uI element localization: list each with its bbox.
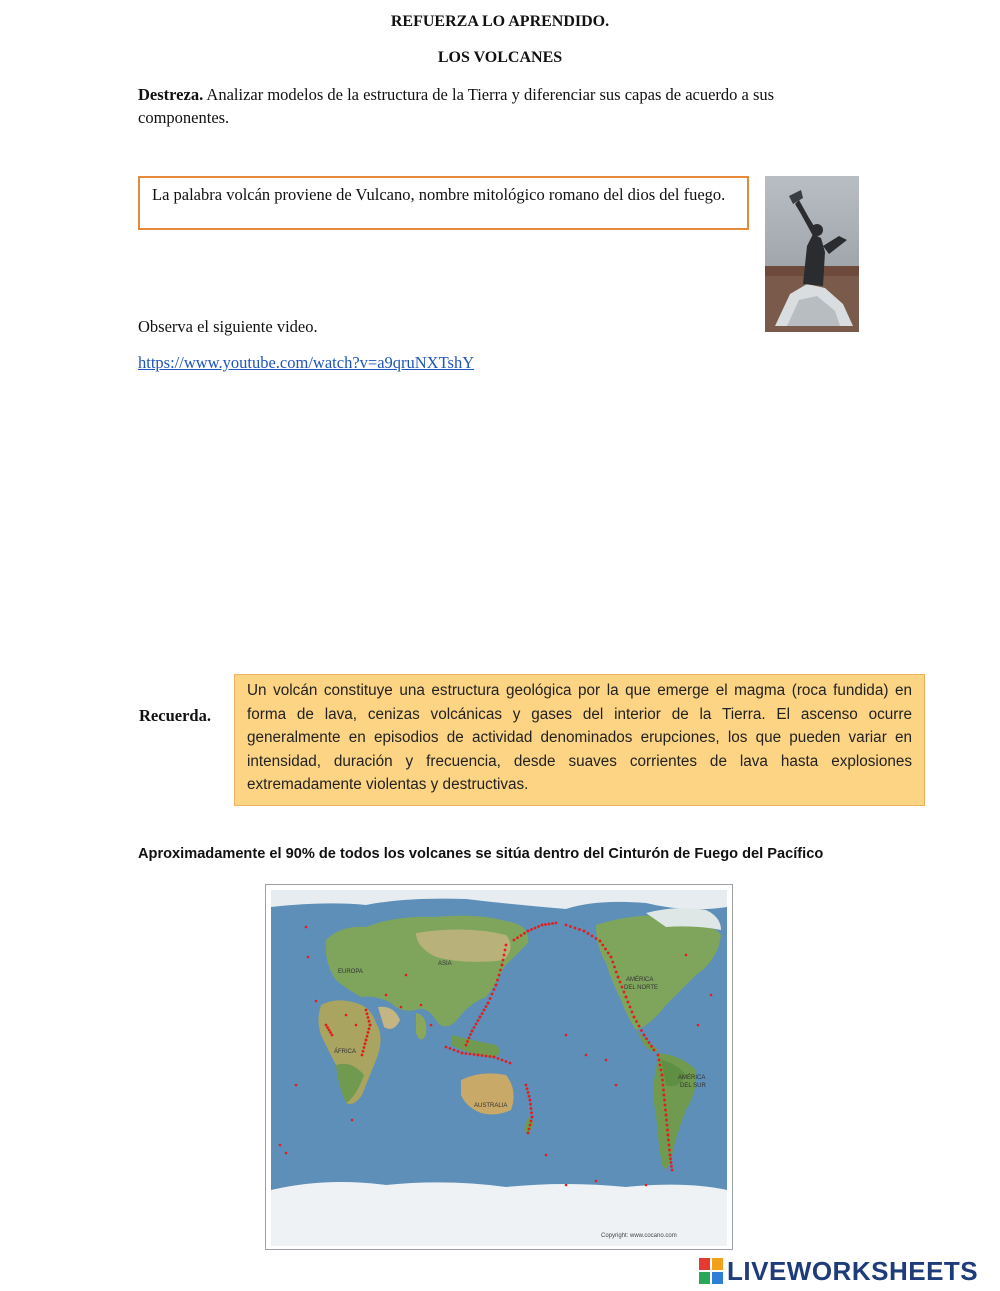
volcano-dot — [661, 1079, 664, 1082]
liveworksheets-logo-icon — [699, 1258, 723, 1284]
volcano-dot — [565, 924, 568, 927]
volcano-dot — [650, 1045, 653, 1048]
volcano-dot — [461, 1052, 464, 1055]
volcano-dot — [369, 1024, 372, 1027]
volcano-dot — [578, 928, 581, 931]
map-label-south-america-2: DEL SUR — [680, 1083, 706, 1089]
volcano-dot — [659, 1064, 662, 1067]
liveworksheets-logo — [699, 1256, 978, 1286]
volcano-dot — [668, 1144, 671, 1147]
volcano-dot — [479, 1016, 482, 1019]
destreza-label: Destreza. — [138, 85, 204, 104]
volcano-dot — [465, 1044, 468, 1047]
volcano-dot — [285, 1152, 288, 1155]
volcano-dot — [457, 1050, 460, 1053]
volcano-dot — [366, 1035, 369, 1038]
volcano-dot — [363, 1046, 366, 1049]
volcano-dot — [601, 944, 604, 947]
volcano-dot — [328, 1029, 331, 1032]
volcano-dot — [505, 944, 508, 947]
recuerda-text: Un volcán constituye una estructura geológica por la que emerge el magma (roca fundida) en forma de lava, cenizas volcánicas y gases del interior de la Tierra. El ascenso ocurre generalmente en episodios de actividad denominados erupciones, los que pueden variar en intensidad, duración y frecuencia, desde suaves corrientes de lava hasta explosiones extremadamente violentas y destructivas. — [247, 682, 912, 793]
volcano-dot — [555, 922, 558, 925]
volcano-dot — [667, 1139, 670, 1142]
volcano-dot — [613, 966, 616, 969]
volcano-dot — [491, 993, 494, 996]
volcano-dot — [366, 1012, 369, 1015]
volcano-dot — [365, 1039, 368, 1042]
volcano-dot — [355, 1024, 358, 1027]
volcano-dot — [666, 1129, 669, 1132]
volcano-dot — [485, 1055, 488, 1058]
recuerda-label: Recuerda. — [139, 706, 211, 725]
volcano-dot — [331, 1034, 334, 1037]
volcano-dot — [453, 1049, 456, 1052]
vulcano-info-text: La palabra volcán proviene de Vulcano, nombre mitológico romano del dios del fuego. — [152, 185, 726, 204]
volcano-dot — [487, 1002, 490, 1005]
volcano-dot — [623, 991, 626, 994]
volcano-dot — [305, 926, 308, 929]
volcano-dot — [595, 1180, 598, 1183]
volcano-dot — [615, 971, 618, 974]
volcano-dot — [670, 1165, 673, 1168]
volcano-dot — [368, 1020, 371, 1023]
worksheet-title: REFUERZA LO APRENDIDO. — [390, 13, 610, 30]
volcano-dot — [685, 954, 688, 957]
volcano-dot — [499, 969, 502, 972]
volcano-dot — [509, 1062, 512, 1065]
destreza-text: Analizar modelos de la estructura de la Tierra y diferenciar sus capas de acuerdo a sus — [206, 85, 775, 104]
destreza-text-cont: componentes. — [138, 108, 230, 127]
volcano-dot — [645, 1037, 648, 1040]
volcano-dot — [529, 1124, 532, 1127]
volcano-dot — [665, 1119, 668, 1122]
map-label-europa: EUROPA — [338, 969, 363, 975]
volcano-dot — [364, 1042, 367, 1045]
volcano-dot — [503, 954, 506, 957]
volcano-dot — [513, 939, 516, 942]
volcano-dot — [621, 986, 624, 989]
volcano-dot — [530, 1111, 533, 1114]
volcano-dot — [430, 1024, 433, 1027]
volcano-dot — [611, 961, 614, 964]
volcano-dot — [541, 924, 544, 927]
volcano-dot — [449, 1047, 452, 1050]
volcano-dot — [405, 974, 408, 977]
volcano-dot — [648, 1041, 651, 1044]
volcano-dot — [468, 1037, 471, 1040]
volcano-dot — [365, 1009, 368, 1012]
volcano-dot — [625, 996, 628, 999]
volcano-dot — [527, 1091, 530, 1094]
map-heading: Aproximadamente el 90% de todos los volcanes se sitúa dentro del Cinturón de Fuego del Pacífico — [138, 846, 824, 862]
map-label-north-america: AMÉRICA — [626, 977, 654, 983]
volcano-dot — [529, 1103, 532, 1106]
volcano-dot — [485, 1005, 488, 1008]
volcano-dot — [669, 1157, 672, 1160]
volcano-dot — [585, 1054, 588, 1057]
map-label-asia: ASIA — [438, 961, 452, 967]
volcano-dot — [529, 1099, 532, 1102]
volcano-dot — [530, 928, 533, 931]
volcano-dot — [493, 1056, 496, 1059]
volcano-dot — [583, 930, 586, 933]
volcano-dot — [526, 1087, 529, 1090]
volcano-dot — [345, 1014, 348, 1017]
volcano-dot — [489, 997, 492, 1000]
worksheet-subtitle: LOS VOLCANES — [437, 49, 563, 66]
volcano-dot — [307, 956, 310, 959]
volcano-dot — [666, 1124, 669, 1127]
volcano-dot — [525, 1084, 528, 1087]
volcano-dot — [569, 925, 572, 928]
volcano-dot — [663, 1094, 666, 1097]
volcano-dot — [615, 1084, 618, 1087]
volcano-dot — [665, 1114, 668, 1117]
volcano-dot — [361, 1054, 364, 1057]
map-label-africa: ÁFRICA — [334, 1049, 357, 1055]
volcano-dot — [531, 1116, 534, 1119]
volcano-dot — [497, 1057, 500, 1060]
volcano-dot — [661, 1074, 664, 1077]
volcano-dot — [325, 1024, 328, 1027]
volcano-dot — [400, 1006, 403, 1009]
volcano-dot — [523, 932, 526, 935]
volcano-dot — [640, 1029, 643, 1032]
volcano-dot — [368, 1027, 371, 1030]
volcano-dot — [574, 927, 577, 930]
volcano-dot — [653, 1049, 656, 1052]
volcano-dot — [565, 1184, 568, 1187]
volcano-dot — [635, 1020, 638, 1023]
volcano-dot — [610, 956, 613, 959]
volcano-dot — [520, 934, 523, 937]
volcano-dot — [607, 952, 610, 955]
volcano-dot — [495, 984, 498, 987]
map-label-australia: AUSTRALIA — [474, 1103, 508, 1109]
liveworksheets-logo-text: LIVEWORKSHEETS — [727, 1255, 979, 1286]
volcano-dot — [473, 1053, 476, 1056]
volcano-dot — [489, 1055, 492, 1058]
volcano-dot — [604, 948, 607, 951]
volcano-dot — [643, 1034, 646, 1037]
volcano-dot — [645, 1184, 648, 1187]
volcano-dot — [697, 1024, 700, 1027]
volcano-dot — [662, 1084, 665, 1087]
volcano-dot — [362, 1050, 365, 1053]
volcano-dot — [587, 932, 590, 935]
volcano-dot — [599, 940, 602, 943]
volcano-dot — [627, 1001, 630, 1004]
volcano-dot — [545, 1154, 548, 1157]
volcano-dot — [516, 936, 519, 939]
volcano-dot — [502, 959, 505, 962]
volcano-dot — [528, 1128, 531, 1131]
volcano-dot — [664, 1109, 667, 1112]
volcano-dot — [631, 1011, 634, 1014]
volcano-dot — [469, 1053, 472, 1056]
map-copyright: Copyright: www.cocano.com — [601, 1233, 677, 1239]
destreza-paragraph — [138, 83, 858, 129]
volcano-dot — [504, 949, 507, 952]
vulcano-info-box — [138, 176, 749, 230]
volcano-dot — [498, 974, 501, 977]
volcano-dot — [505, 1060, 508, 1063]
volcano-dot — [279, 1144, 282, 1147]
volcano-dot — [481, 1012, 484, 1015]
volcano-dot — [527, 930, 530, 933]
volcano-dot — [528, 1095, 531, 1098]
volcano-dot — [420, 1004, 423, 1007]
volcano-dot — [663, 1099, 666, 1102]
volcano-dot — [477, 1054, 480, 1057]
volcano-dot — [471, 1030, 474, 1033]
volcano-dot — [351, 1119, 354, 1122]
volcano-dot — [669, 1154, 672, 1157]
volcano-dot — [629, 1006, 632, 1009]
volcano-dot — [664, 1104, 667, 1107]
volcano-dot — [662, 1089, 665, 1092]
volcano-dot — [617, 976, 620, 979]
volcano-dot — [329, 1031, 332, 1034]
vulcano-statue-photo — [765, 176, 859, 332]
volcano-dot — [496, 979, 499, 982]
volcano-dot — [619, 981, 622, 984]
volcano-dot — [605, 1059, 608, 1062]
map-label-south-america: AMÉRICA — [678, 1075, 706, 1081]
volcano-dot — [710, 994, 713, 997]
volcano-dot — [548, 923, 551, 926]
recuerda-highlight-box — [234, 674, 925, 806]
volcano-dot — [385, 994, 388, 997]
volcano-dot — [670, 1161, 673, 1164]
map-svg — [266, 885, 732, 1249]
volcano-dot — [565, 1034, 568, 1037]
volcano-dot — [530, 1120, 533, 1123]
volcano-dot — [537, 925, 540, 928]
volcano-dot — [660, 1069, 663, 1072]
volcano-dot — [466, 1040, 469, 1043]
volcano-dot — [483, 1009, 486, 1012]
volcano-dot — [544, 923, 547, 926]
volcano-dot — [591, 935, 594, 938]
volcano-dot — [657, 1054, 660, 1057]
volcano-dot — [667, 1134, 670, 1137]
volcano-dot — [367, 1016, 370, 1019]
volcano-dot — [326, 1026, 329, 1029]
volcano-dot — [315, 1000, 318, 1003]
volcano-dot — [501, 1059, 504, 1062]
volcano-dot — [530, 1107, 533, 1110]
volcano-dot — [551, 922, 554, 925]
volcano-dot — [475, 1023, 478, 1026]
volcano-dot — [501, 964, 504, 967]
volcano-dot — [595, 937, 598, 940]
volcano-dot — [481, 1054, 484, 1057]
volcano-dot — [527, 1132, 530, 1135]
map-label-north-america-2: DEL NORTE — [624, 985, 659, 991]
volcano-dot — [465, 1052, 468, 1055]
volcano-dot — [295, 1084, 298, 1087]
volcano-dot — [668, 1149, 671, 1152]
volcano-world-map — [265, 884, 733, 1250]
volcano-dot — [469, 1033, 472, 1036]
volcano-dot — [445, 1046, 448, 1049]
volcano-dot — [658, 1059, 661, 1062]
volcano-dot — [671, 1169, 674, 1172]
volcano-dot — [477, 1019, 480, 1022]
volcano-dot — [534, 927, 537, 930]
volcano-dot — [633, 1016, 636, 1019]
volcano-dot — [473, 1026, 476, 1029]
volcano-dot — [493, 988, 496, 991]
youtube-video-link[interactable]: https://www.youtube.com/watch?v=a9qruNXTshY — [138, 353, 475, 372]
video-instruction: Observa el siguiente video. — [138, 317, 318, 336]
volcano-dot — [367, 1031, 370, 1034]
volcano-dot — [638, 1025, 641, 1028]
